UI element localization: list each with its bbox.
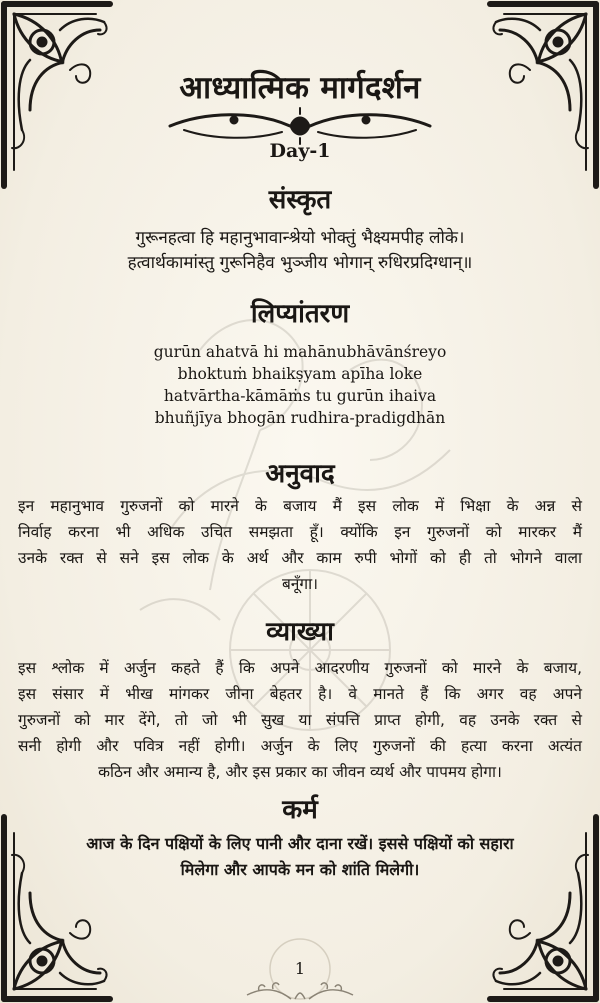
paragraph-line: आज के दिन पक्षियों के लिए पानी और दाना रखें। इससे पक्षियों को सहारा [86,834,514,853]
paragraph-line: मिलेगा और आपके मन को शांति मिलेगी। [180,860,420,879]
karm-paragraph [18,831,582,883]
heading-anuvad: अनुवाद [265,459,335,489]
paragraph-line: निर्वाह करना भी अधिक उचित समझता हूँ। क्योंकि इन गुरुजनों को मारकर मैं [18,523,582,541]
heading-sanskrit: संस्कृत [268,185,332,215]
day-label: Day-1 [269,140,331,162]
paragraph-line: कठिन और अमान्य है, और इस प्रकार का जीवन व्यर्थ और पापमय होगा। [98,763,502,781]
vyakhya-paragraph [18,655,582,785]
anuvad-paragraph [18,493,582,597]
page-title: आध्यात्मिक मार्गदर्शन [179,70,421,106]
paragraph-line: गुरुजनों को मार देंगे, तो जो भी सुख या संपत्ति प्राप्त होगी, वह उनके रक्त से [18,711,582,729]
paragraph-line: इन महानुभाव गुरुजनों को मारने के बजाय मैं इस लोक में भिक्षा के अन्न से [18,497,582,515]
paragraph-line: उनके रक्त से सने इस लोक के अर्थ और काम रुपी भोगों को ही तो भोगने वाला [18,549,582,567]
verse-line: गुरूनहत्वा हि महानुभावान्श्रेयो भोक्तुं भैक्ष्यमपीह लोके। [135,228,465,248]
verse-line: bhuñjīya bhogān rudhira-pradigdhān [154,409,446,427]
paragraph-line: इस संसार में भीख मांगकर जीना बेहतर है। वे मानते हैं कि अगर वह अपने [18,685,582,703]
paragraph-line: बनूँगा। [281,575,319,593]
verse-line: hatvārtha-kāmāṁs tu gurūn ihaiva [163,387,437,405]
paragraph-line: सनी होगी और पवित्र नहीं होगी। अर्जुन के लिए गुरुजनों की हत्या करना अत्यंत [18,737,582,755]
paragraph-line: इस श्लोक में अर्जुन कहते हैं कि अपने आदरणीय गुरुजनों को मारने के बजाय, [18,659,582,677]
page-number-badge [237,925,363,1003]
heading-vyakhya: व्याख्या [266,617,334,647]
verse-line: gurūn ahatvā hi mahānubhāvānśreyo [153,343,447,361]
page-number: 1 [294,959,306,978]
sanskrit-verse [14,226,586,276]
verse-line: bhoktuṁ bhaikṣyam apīha loke [177,365,423,383]
heading-karm: कर्म [282,795,318,825]
verse-line: हत्वार्थकामांस्तु गुरूनिहैव भुञ्जीय भोगान् रुधिरप्रदिग्धान्॥ [127,253,473,273]
heading-transliteration: लिप्यांतरण [250,299,350,329]
transliteration-verse [14,341,586,429]
